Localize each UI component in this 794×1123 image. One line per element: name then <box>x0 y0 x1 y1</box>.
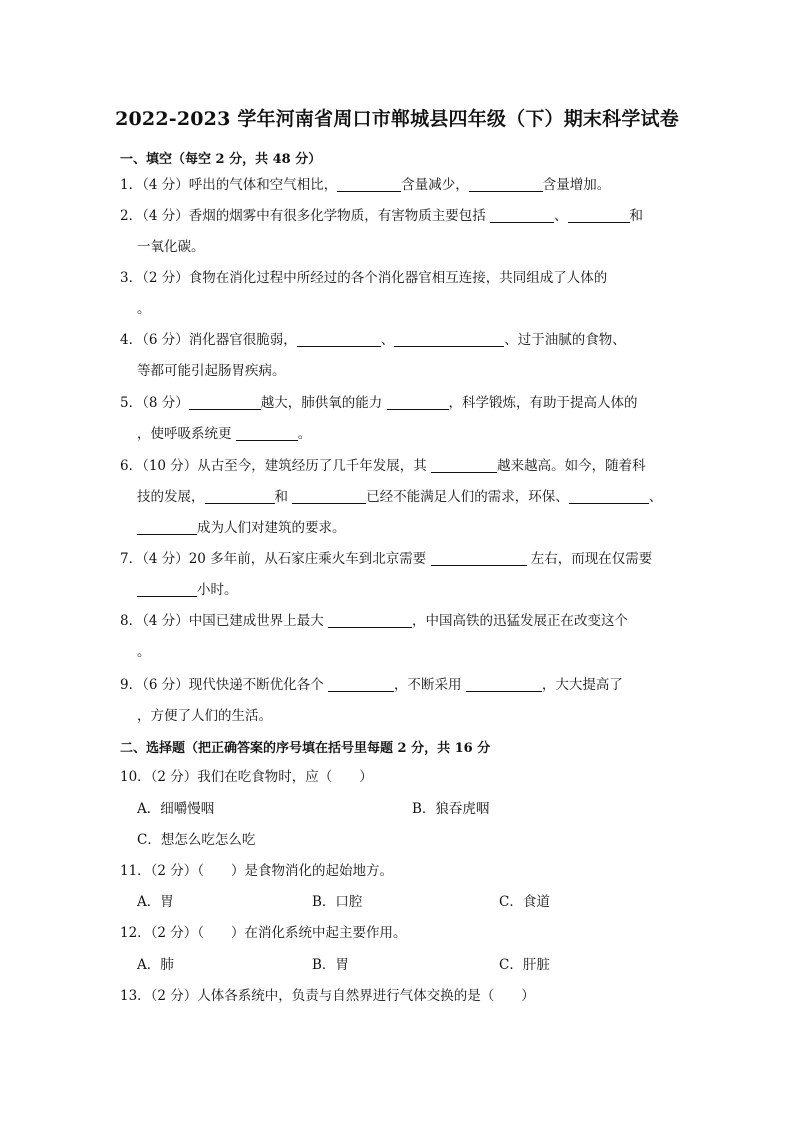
answer-blank[interactable] <box>337 176 401 192</box>
answer-blank[interactable] <box>297 331 381 347</box>
question-3-continued: 。 <box>137 301 151 317</box>
question-2-continued: 一氧化碳。 <box>137 239 205 255</box>
question-10: 10．（2 分）我们在吃食物时，应（ ） <box>120 769 373 785</box>
question-6-continued-2: 成为人们对建筑的要求。 <box>137 518 346 538</box>
answer-blank[interactable] <box>137 519 197 535</box>
question-7-continued: 小时。 <box>137 580 238 600</box>
answer-blank[interactable] <box>469 176 543 192</box>
question-4-continued: 等都可能引起肠胃疾病。 <box>137 363 286 379</box>
option-a[interactable]: A．肺 <box>137 957 174 973</box>
question-4: 4．（6 分）消化器官很脆弱， 、 、过于油腻的食物、 <box>120 332 626 348</box>
question-13: 13．（2 分）人体各系统中，负责与自然界进行气体交换的是（ ） <box>120 988 535 1004</box>
question-2: 2．（4 分）香烟的烟雾中有很多化学物质，有害物质主要包括 、 和 <box>120 208 644 224</box>
answer-blank[interactable] <box>137 581 197 597</box>
question-8: 8．（4 分）中国已建成世界上最大 ，中国高铁的迅猛发展正在改变这个 <box>120 613 629 629</box>
answer-blank[interactable] <box>292 488 366 504</box>
option-a[interactable]: A．细嚼慢咽 <box>137 801 215 817</box>
answer-blank[interactable] <box>394 331 504 347</box>
answer-blank[interactable] <box>189 394 261 410</box>
option-c[interactable]: C．食道 <box>499 894 550 910</box>
answer-blank[interactable] <box>431 457 497 473</box>
answer-blank[interactable] <box>569 488 649 504</box>
question-5: 5．（8 分） 越大，肺供氧的能力 ，科学锻炼，有助于提高人体的 <box>120 395 638 411</box>
question-7: 7．（4 分）20 多年前，从石家庄乘火车到北京需要 左右，而现在仅需要 <box>120 551 653 567</box>
answer-blank[interactable] <box>387 394 449 410</box>
question-8-continued: 。 <box>137 644 151 660</box>
option-b[interactable]: B．口腔 <box>312 894 363 910</box>
answer-blank[interactable] <box>568 207 630 223</box>
question-6: 6．（10 分）从古至今，建筑经历了几千年发展，其 越来越高。如今，随着科 <box>120 458 646 474</box>
answer-blank[interactable] <box>236 425 298 441</box>
section-choice-heading: 二、选择题（把正确答案的序号填在括号里每题 2 分，共 16 分 <box>120 741 491 756</box>
option-b[interactable]: B．狼吞虎咽 <box>412 801 490 817</box>
option-c[interactable]: C．想怎么吃怎么吃 <box>137 832 256 848</box>
exam-title: 2022-2023 学年河南省周口市郸城县四年级（下）期末科学试卷 <box>115 108 679 130</box>
question-1: 1．（4 分）呼出的气体和空气相比， 含量减少， 含量增加。 <box>120 177 611 193</box>
answer-blank[interactable] <box>466 676 542 692</box>
answer-blank[interactable] <box>205 488 275 504</box>
answer-blank[interactable] <box>328 676 394 692</box>
question-11: 11．（2 分）（ ）是食物消化的起始地方。 <box>120 863 394 879</box>
answer-blank[interactable] <box>431 550 527 566</box>
question-9: 9．（6 分）现代快递不断优化各个 ，不断采用 ，大大提高了 <box>120 677 623 693</box>
answer-blank[interactable] <box>490 207 554 223</box>
answer-blank[interactable] <box>328 612 412 628</box>
option-a[interactable]: A．胃 <box>137 894 174 910</box>
option-b[interactable]: B．胃 <box>312 957 349 973</box>
question-5-continued: ，使呼吸系统更 。 <box>137 426 312 442</box>
option-c[interactable]: C．肝脏 <box>499 957 550 973</box>
question-9-continued: ，方便了人们的生活。 <box>137 708 272 724</box>
question-12: 12．（2 分）（ ）在消化系统中起主要作用。 <box>120 925 407 941</box>
question-3: 3．（2 分）食物在消化过程中所经过的各个消化器官相互连接，共同组成了人体的 <box>120 270 608 286</box>
section-fill-in-heading: 一、填空（每空 2 分，共 48 分） <box>120 152 322 167</box>
question-6-continued: 技的发展， 和 已经不能满足人们的需求，环保、 、 <box>137 489 663 505</box>
